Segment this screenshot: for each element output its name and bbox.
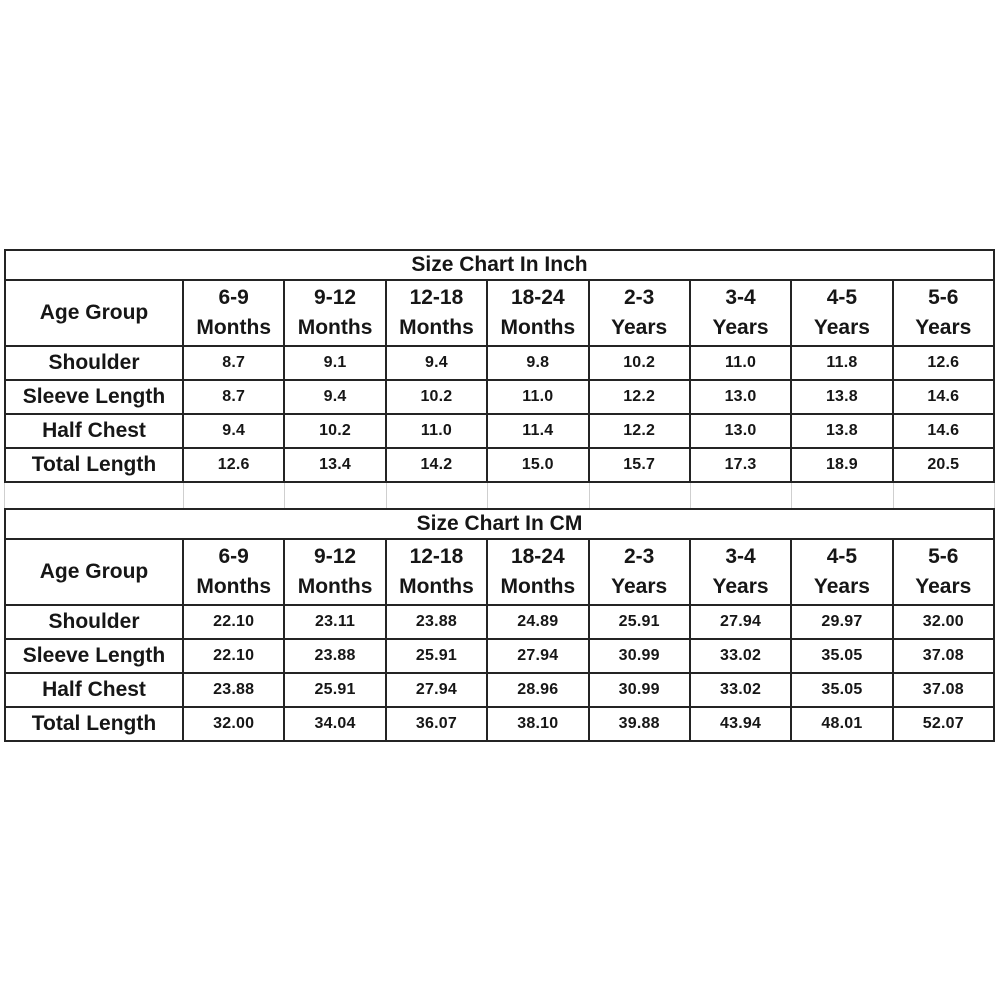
measurement-value-cell: 35.05	[791, 673, 892, 707]
age-unit-text: Months	[399, 316, 474, 339]
measurement-row-label: Sleeve Length	[5, 639, 183, 673]
size-chart-cm-table	[4, 508, 995, 742]
measurement-value-cell: 28.96	[487, 673, 588, 707]
age-column-header	[893, 280, 994, 346]
measurement-value-cell: 13.8	[791, 380, 892, 414]
measurement-value-cell: 52.07	[893, 707, 994, 741]
measurement-value-cell: 30.99	[589, 673, 690, 707]
measurement-value-cell: 13.4	[284, 448, 385, 482]
measurement-row-label: Shoulder	[5, 605, 183, 639]
measurement-value-cell: 14.6	[893, 414, 994, 448]
age-range-text: 18-24	[510, 545, 565, 568]
spacer-cell	[285, 483, 386, 508]
measurement-value-cell: 11.0	[386, 414, 487, 448]
age-group-header: Age Group	[5, 280, 183, 346]
measurement-value-cell: 13.0	[690, 414, 791, 448]
age-range-text: 5-6	[928, 286, 959, 309]
age-range-text: 3-4	[725, 545, 756, 568]
measurement-value-cell: 11.8	[791, 346, 892, 380]
age-unit-text: Months	[399, 575, 474, 598]
measurement-value-cell: 14.6	[893, 380, 994, 414]
age-unit-text: Years	[813, 575, 870, 598]
measurement-value-cell: 12.2	[589, 414, 690, 448]
age-unit-text: Years	[915, 316, 972, 339]
measurement-row-label: Sleeve Length	[5, 380, 183, 414]
measurement-value-cell: 9.8	[487, 346, 588, 380]
age-column-header	[690, 280, 791, 346]
age-range-text: 6-9	[218, 286, 249, 309]
age-column-header	[791, 539, 892, 605]
age-column-header	[386, 280, 487, 346]
measurement-value-cell: 23.88	[284, 639, 385, 673]
measurement-value-cell: 18.9	[791, 448, 892, 482]
measurement-value-cell: 33.02	[690, 639, 791, 673]
measurement-value-cell: 10.2	[589, 346, 690, 380]
measurement-value-cell: 22.10	[183, 639, 284, 673]
measurement-value-cell: 13.8	[791, 414, 892, 448]
spacer-cell	[184, 483, 285, 508]
measurement-value-cell: 9.4	[183, 414, 284, 448]
age-unit-text: Years	[712, 316, 769, 339]
age-column-header	[284, 539, 385, 605]
age-range-text: 4-5	[826, 286, 858, 309]
spacer-cell	[691, 483, 792, 508]
measurement-value-cell: 10.2	[386, 380, 487, 414]
age-range-text: 5-6	[928, 545, 959, 568]
measurement-row-label: Total Length	[5, 707, 183, 741]
measurement-value-cell: 14.2	[386, 448, 487, 482]
spacer-cell	[5, 483, 184, 508]
table-gap-spacer	[4, 483, 995, 508]
measurement-value-cell: 9.4	[386, 346, 487, 380]
measurement-value-cell: 24.89	[487, 605, 588, 639]
age-range-text: 9-12	[314, 545, 357, 568]
measurement-value-cell: 32.00	[183, 707, 284, 741]
age-unit-text: Months	[196, 575, 272, 598]
measurement-row-label: Shoulder	[5, 346, 183, 380]
measurement-value-cell: 11.0	[690, 346, 791, 380]
measurement-value-cell: 8.7	[183, 380, 284, 414]
measurement-value-cell: 23.11	[284, 605, 385, 639]
age-column-header	[690, 539, 791, 605]
measurement-value-cell: 38.10	[487, 707, 588, 741]
measurement-value-cell: 30.99	[589, 639, 690, 673]
measurement-value-cell: 17.3	[690, 448, 791, 482]
age-range-text: 2-3	[624, 545, 655, 568]
measurement-value-cell: 22.10	[183, 605, 284, 639]
age-column-header	[284, 280, 385, 346]
measurement-value-cell: 12.6	[183, 448, 284, 482]
age-column-header	[589, 280, 690, 346]
measurement-value-cell: 8.7	[183, 346, 284, 380]
measurement-value-cell: 25.91	[386, 639, 487, 673]
size-chart-sheet	[4, 249, 995, 742]
age-column-header	[386, 539, 487, 605]
measurement-value-cell: 12.6	[893, 346, 994, 380]
age-range-text: 12-18	[409, 545, 464, 568]
measurement-value-cell: 29.97	[791, 605, 892, 639]
measurement-value-cell: 11.0	[487, 380, 588, 414]
measurement-row-label: Half Chest	[5, 673, 183, 707]
table-title: Size Chart In Inch	[5, 250, 994, 280]
measurement-value-cell: 13.0	[690, 380, 791, 414]
size-chart-inch-table	[4, 249, 995, 483]
measurement-value-cell: 37.08	[893, 673, 994, 707]
measurement-value-cell: 27.94	[690, 605, 791, 639]
measurement-value-cell: 34.04	[284, 707, 385, 741]
age-column-header	[589, 539, 690, 605]
age-column-header	[791, 280, 892, 346]
measurement-value-cell: 12.2	[589, 380, 690, 414]
age-unit-text: Months	[500, 575, 576, 598]
measurement-value-cell: 48.01	[791, 707, 892, 741]
age-unit-text: Years	[712, 575, 769, 598]
age-column-header	[183, 280, 284, 346]
age-column-header	[183, 539, 284, 605]
measurement-value-cell: 27.94	[386, 673, 487, 707]
measurement-value-cell: 25.91	[284, 673, 385, 707]
measurement-value-cell: 9.4	[284, 380, 385, 414]
spacer-cell	[894, 483, 994, 508]
age-column-header	[487, 539, 588, 605]
measurement-value-cell: 15.0	[487, 448, 588, 482]
spacer-cell	[387, 483, 488, 508]
age-range-text: 12-18	[409, 286, 464, 309]
measurement-value-cell: 20.5	[893, 448, 994, 482]
measurement-value-cell: 33.02	[690, 673, 791, 707]
age-unit-text: Months	[297, 316, 373, 339]
spacer-cell	[488, 483, 589, 508]
age-column-header	[487, 280, 588, 346]
measurement-row-label: Total Length	[5, 448, 183, 482]
measurement-value-cell: 32.00	[893, 605, 994, 639]
measurement-value-cell: 35.05	[791, 639, 892, 673]
spacer-cell	[590, 483, 691, 508]
measurement-value-cell: 15.7	[589, 448, 690, 482]
age-range-text: 9-12	[314, 286, 357, 309]
age-unit-text: Months	[196, 316, 272, 339]
age-group-header: Age Group	[5, 539, 183, 605]
measurement-value-cell: 39.88	[589, 707, 690, 741]
age-unit-text: Years	[611, 575, 668, 598]
age-unit-text: Years	[813, 316, 870, 339]
table-title: Size Chart In CM	[5, 509, 994, 539]
measurement-value-cell: 23.88	[183, 673, 284, 707]
age-unit-text: Years	[915, 575, 972, 598]
measurement-value-cell: 9.1	[284, 346, 385, 380]
age-unit-text: Months	[500, 316, 576, 339]
measurement-value-cell: 43.94	[690, 707, 791, 741]
age-unit-text: Months	[297, 575, 373, 598]
measurement-value-cell: 11.4	[487, 414, 588, 448]
measurement-row-label: Half Chest	[5, 414, 183, 448]
age-range-text: 4-5	[826, 545, 858, 568]
age-range-text: 18-24	[510, 286, 565, 309]
measurement-value-cell: 23.88	[386, 605, 487, 639]
age-unit-text: Years	[611, 316, 668, 339]
age-range-text: 3-4	[725, 286, 756, 309]
age-column-header	[893, 539, 994, 605]
measurement-value-cell: 36.07	[386, 707, 487, 741]
measurement-value-cell: 25.91	[589, 605, 690, 639]
spacer-cell	[792, 483, 893, 508]
measurement-value-cell: 10.2	[284, 414, 385, 448]
measurement-value-cell: 37.08	[893, 639, 994, 673]
age-range-text: 6-9	[218, 545, 249, 568]
age-range-text: 2-3	[624, 286, 655, 309]
measurement-value-cell: 27.94	[487, 639, 588, 673]
